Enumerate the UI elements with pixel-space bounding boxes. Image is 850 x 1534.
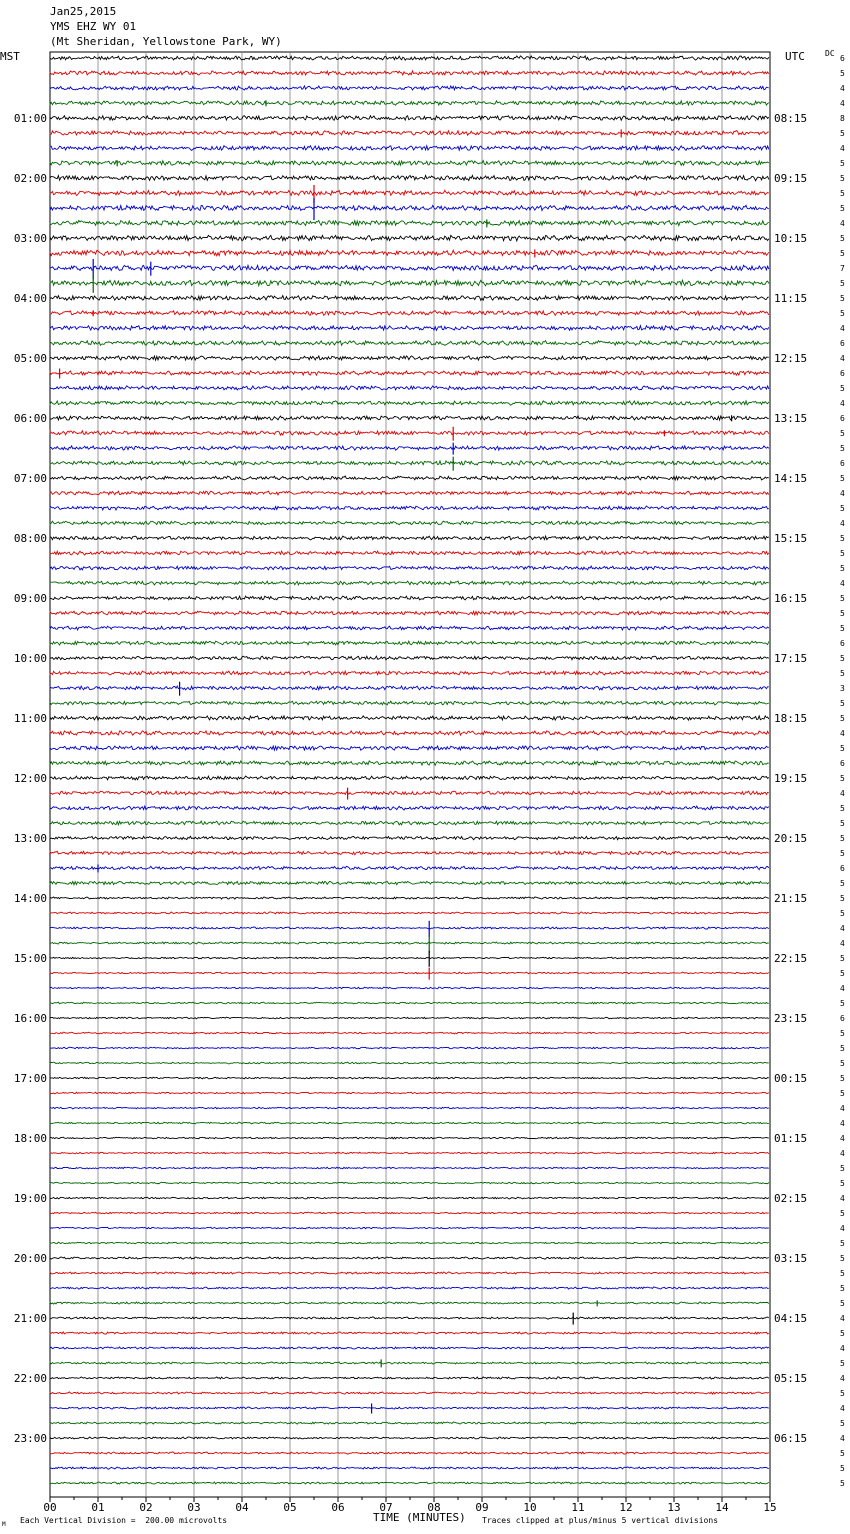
right-hour-label: 01:15	[774, 1132, 808, 1145]
trace-line	[50, 1422, 769, 1424]
dc-offset-value: 5	[840, 954, 845, 963]
dc-offset-value: 8	[840, 114, 845, 123]
dc-offset-value: 5	[840, 1209, 845, 1218]
trace-line	[50, 1137, 769, 1139]
dc-offset-value: 5	[840, 189, 845, 198]
trace-line	[50, 866, 769, 870]
dc-offset-value: 6	[840, 864, 845, 873]
left-hour-label: 22:00	[13, 1372, 47, 1385]
trace-line	[50, 401, 769, 405]
dc-offset-value: 5	[840, 834, 845, 843]
right-hour-label: 23:15	[774, 1012, 808, 1025]
trace-line	[50, 987, 769, 989]
left-hour-label: 12:00	[13, 772, 47, 785]
trace-line	[50, 1002, 769, 1004]
trace-line	[50, 927, 769, 929]
dc-offset-value: 5	[840, 159, 845, 168]
trace-line	[50, 836, 769, 840]
dc-offset-value: 6	[840, 414, 845, 423]
dc-offset-value: 5	[840, 309, 845, 318]
trace-line	[50, 205, 769, 210]
dc-offset-value: 5	[840, 69, 845, 78]
dc-offset-value: 5	[840, 429, 845, 438]
dc-label: DC	[825, 49, 835, 58]
left-hour-label: 05:00	[13, 352, 47, 365]
dc-offset-value: 4	[840, 789, 845, 798]
dc-offset-value: 4	[840, 489, 845, 498]
x-tick-label: 02	[139, 1501, 153, 1514]
trace-line	[50, 671, 769, 675]
dc-offset-value: 4	[840, 924, 845, 933]
dc-offset-value: 5	[840, 1299, 845, 1308]
dc-offset-value: 5	[840, 594, 845, 603]
trace-line	[50, 356, 769, 360]
dc-offset-value: 5	[840, 669, 845, 678]
dc-offset-value: 5	[840, 1254, 845, 1263]
trace-line	[50, 1032, 769, 1034]
dc-offset-value: 5	[840, 1059, 845, 1068]
trace-line	[50, 371, 769, 375]
trace-line	[50, 912, 769, 914]
trace-line	[50, 190, 769, 195]
x-tick-label: 05	[283, 1501, 297, 1514]
trace-line	[50, 1212, 769, 1214]
dc-offset-value: 5	[840, 1284, 845, 1293]
dc-offset-value: 5	[840, 549, 845, 558]
right-hour-label: 09:15	[774, 172, 808, 185]
x-tick-label: 08	[427, 1501, 441, 1514]
dc-offset-value: 4	[840, 1374, 845, 1383]
dc-offset-value: 5	[840, 1329, 845, 1338]
dc-offset-value: 5	[840, 129, 845, 138]
trace-line	[50, 851, 769, 854]
dc-offset-value: 5	[840, 1419, 845, 1428]
trace-line	[50, 1197, 769, 1199]
trace-line	[50, 686, 769, 690]
x-tick-label: 12	[619, 1501, 633, 1514]
trace-line	[50, 71, 769, 75]
left-hour-label: 21:00	[13, 1312, 47, 1325]
left-hour-label: 19:00	[13, 1192, 47, 1205]
dc-offset-value: 5	[840, 504, 845, 513]
dc-offset-value: 5	[840, 384, 845, 393]
trace-line	[50, 897, 769, 899]
dc-offset-value: 7	[840, 264, 845, 273]
dc-offset-value: 5	[840, 1029, 845, 1038]
dc-offset-value: 5	[840, 474, 845, 483]
trace-line	[50, 461, 769, 465]
dc-offset-value: 6	[840, 369, 845, 378]
dc-offset-value: 5	[840, 999, 845, 1008]
right-timezone-label: UTC	[785, 50, 805, 63]
dc-offset-value: 4	[840, 729, 845, 738]
chart-date: Jan25,2015	[50, 5, 117, 18]
scale-note: Each Vertical Division = 200.00 microvolts	[20, 1516, 228, 1525]
x-tick-label: 06	[331, 1501, 345, 1514]
dc-offset-value: 5	[840, 1389, 845, 1398]
x-tick-label: 09	[475, 1501, 489, 1514]
dc-offset-value: 4	[840, 354, 845, 363]
trace-line	[50, 1302, 769, 1304]
dc-offset-value: 5	[840, 624, 845, 633]
dc-offset-value: 5	[840, 249, 845, 258]
trace-line	[50, 656, 769, 660]
dc-offset-value: 4	[840, 324, 845, 333]
trace-line	[50, 611, 769, 615]
dc-offset-value: 5	[840, 969, 845, 978]
right-hour-label: 00:15	[774, 1072, 808, 1085]
trace-line	[50, 146, 769, 151]
trace-line	[50, 280, 769, 286]
left-hour-label: 06:00	[13, 412, 47, 425]
trace-line	[50, 341, 769, 346]
trace-line	[50, 716, 769, 720]
right-hour-label: 03:15	[774, 1252, 808, 1265]
trace-line	[50, 731, 769, 735]
dc-offset-value: 4	[840, 1194, 845, 1203]
trace-line	[50, 806, 769, 810]
trace-line	[50, 1482, 769, 1484]
left-hour-label: 02:00	[13, 172, 47, 185]
right-hour-label: 15:15	[774, 532, 808, 545]
trace-line	[50, 221, 769, 226]
dc-offset-value: 5	[840, 909, 845, 918]
right-hour-label: 20:15	[774, 832, 808, 845]
trace-line	[50, 506, 769, 510]
trace-line	[50, 296, 769, 301]
right-hour-label: 02:15	[774, 1192, 808, 1205]
dc-offset-value: 6	[840, 639, 845, 648]
trace-line	[50, 476, 769, 480]
dc-offset-value: 5	[840, 1359, 845, 1368]
dc-offset-value: 5	[840, 774, 845, 783]
trace-line	[50, 972, 769, 974]
x-tick-label: 13	[667, 1501, 681, 1514]
dc-offset-value: 5	[840, 204, 845, 213]
trace-line	[50, 776, 769, 780]
trace-line	[50, 1167, 769, 1169]
left-hour-label: 16:00	[13, 1012, 47, 1025]
dc-offset-value: 5	[840, 1464, 845, 1473]
x-tick-label: 01	[91, 1501, 105, 1514]
trace-line	[50, 161, 769, 166]
trace-line	[50, 1242, 769, 1244]
right-hour-label: 11:15	[774, 292, 808, 305]
dc-offset-value: 5	[840, 174, 845, 183]
trace-line	[50, 791, 769, 795]
trace-line	[50, 56, 769, 60]
left-hour-label: 08:00	[13, 532, 47, 545]
trace-line	[50, 116, 769, 121]
dc-offset-value: 5	[840, 1179, 845, 1188]
dc-offset-value: 5	[840, 1449, 845, 1458]
trace-line	[50, 821, 769, 825]
right-hour-label: 05:15	[774, 1372, 808, 1385]
left-hour-label: 23:00	[13, 1432, 47, 1445]
station-location: (Mt Sheridan, Yellowstone Park, WY)	[50, 35, 282, 48]
clip-note: Traces clipped at plus/minus 5 vertical divisions	[482, 1516, 719, 1525]
right-hour-label: 13:15	[774, 412, 808, 425]
dc-offset-value: 4	[840, 99, 845, 108]
left-hour-label: 11:00	[13, 712, 47, 725]
trace-line	[50, 131, 769, 136]
left-hour-label: 18:00	[13, 1132, 47, 1145]
trace-line	[50, 1332, 769, 1334]
station-id: YMS EHZ WY 01	[50, 20, 137, 33]
trace-line	[50, 626, 769, 630]
trace-line	[50, 1227, 769, 1229]
trace-line	[50, 957, 769, 959]
trace-line	[50, 701, 769, 705]
left-hour-label: 10:00	[13, 652, 47, 665]
trace-line	[50, 1362, 769, 1364]
trace-line	[50, 1317, 769, 1319]
right-hour-label: 10:15	[774, 232, 808, 245]
dc-offset-value: 4	[840, 144, 845, 153]
trace-line	[50, 566, 769, 570]
trace-line	[50, 1452, 769, 1454]
trace-line	[50, 596, 769, 600]
left-timezone-label: MST	[0, 50, 20, 63]
dc-offset-value: 6	[840, 1014, 845, 1023]
dc-offset-value: 5	[840, 444, 845, 453]
right-hour-label: 16:15	[774, 592, 808, 605]
trace-line	[50, 1272, 769, 1274]
left-hour-label: 15:00	[13, 952, 47, 965]
dc-offset-value: 4	[840, 1314, 845, 1323]
dc-offset-value: 5	[840, 1044, 845, 1053]
x-tick-label: 00	[43, 1501, 57, 1514]
trace-line	[50, 1017, 769, 1019]
x-tick-label: 04	[235, 1501, 249, 1514]
dc-offset-value: 5	[840, 294, 845, 303]
right-hour-label: 22:15	[774, 952, 808, 965]
left-hour-label: 01:00	[13, 112, 47, 125]
trace-line	[50, 1077, 769, 1079]
dc-offset-value: 6	[840, 759, 845, 768]
right-hour-label: 08:15	[774, 112, 808, 125]
trace-line	[50, 176, 769, 181]
dc-offset-value: 5	[840, 714, 845, 723]
dc-offset-value: 4	[840, 399, 845, 408]
dc-offset-value: 5	[840, 1479, 845, 1488]
right-hour-label: 21:15	[774, 892, 808, 905]
trace-line	[50, 1392, 769, 1394]
dc-offset-value: 4	[840, 1104, 845, 1113]
trace-line	[50, 521, 769, 525]
right-hour-label: 06:15	[774, 1432, 808, 1445]
left-hour-label: 03:00	[13, 232, 47, 245]
right-hour-label: 17:15	[774, 652, 808, 665]
dc-offset-value: 5	[840, 564, 845, 573]
right-hour-label: 12:15	[774, 352, 808, 365]
trace-line	[50, 1257, 769, 1259]
left-hour-label: 13:00	[13, 832, 47, 845]
trace-line	[50, 1047, 769, 1049]
dc-offset-value: 4	[840, 1224, 845, 1233]
trace-line	[50, 1437, 769, 1439]
trace-line	[50, 86, 769, 90]
left-hour-label: 09:00	[13, 592, 47, 605]
trace-line	[50, 250, 769, 256]
trace-line	[50, 1377, 769, 1379]
trace-line	[50, 641, 769, 645]
dc-offset-value: 4	[840, 1119, 845, 1128]
trace-line	[50, 235, 769, 241]
dc-offset-value: 5	[840, 279, 845, 288]
trace-line	[50, 1182, 769, 1184]
dc-offset-value: 4	[840, 984, 845, 993]
dc-offset-value: 6	[840, 459, 845, 468]
right-hour-label: 14:15	[774, 472, 808, 485]
dc-offset-value: 6	[840, 54, 845, 63]
dc-offset-value: 5	[840, 654, 845, 663]
right-hour-label: 18:15	[774, 712, 808, 725]
left-hour-label: 04:00	[13, 292, 47, 305]
trace-line	[50, 1062, 769, 1064]
x-tick-label: 07	[379, 1501, 393, 1514]
trace-line	[50, 311, 769, 316]
x-tick-label: 10	[523, 1501, 537, 1514]
x-tick-label: 15	[763, 1501, 777, 1514]
x-tick-label: 03	[187, 1501, 201, 1514]
dc-offset-value: 5	[840, 234, 845, 243]
dc-offset-value: 4	[840, 939, 845, 948]
dc-offset-value: 5	[840, 609, 845, 618]
trace-line	[50, 551, 769, 555]
dc-offset-value: 4	[840, 1344, 845, 1353]
trace-line	[50, 1152, 769, 1154]
dc-offset-value: 5	[840, 744, 845, 753]
x-tick-label: 14	[715, 1501, 729, 1514]
trace-line	[50, 881, 769, 884]
trace-line	[50, 1122, 769, 1124]
dc-offset-value: 4	[840, 1434, 845, 1443]
dc-offset-value: 5	[840, 894, 845, 903]
dc-offset-value: 5	[840, 1164, 845, 1173]
dc-offset-value: 5	[840, 1074, 845, 1083]
dc-offset-value: 5	[840, 804, 845, 813]
dc-offset-value: 5	[840, 849, 845, 858]
dc-offset-value: 4	[840, 84, 845, 93]
dc-offset-value: 4	[840, 579, 845, 588]
left-hour-label: 17:00	[13, 1072, 47, 1085]
dc-offset-value: 4	[840, 1134, 845, 1143]
trace-line	[50, 1107, 769, 1109]
trace-line	[50, 761, 769, 765]
trace-line	[50, 1287, 769, 1289]
corner-mark: M	[2, 1521, 6, 1528]
trace-line	[50, 581, 769, 585]
trace-line	[50, 746, 769, 750]
dc-offset-value: 6	[840, 339, 845, 348]
dc-offset-value: 5	[840, 1239, 845, 1248]
dc-offset-value: 4	[840, 1149, 845, 1158]
trace-line	[50, 431, 769, 435]
trace-line	[50, 1407, 769, 1409]
dc-offset-value: 4	[840, 1404, 845, 1413]
dc-offset-value: 4	[840, 219, 845, 228]
x-tick-label: 11	[571, 1501, 585, 1514]
trace-line	[50, 536, 769, 540]
trace-line	[50, 491, 769, 495]
trace-line	[50, 1467, 769, 1469]
x-axis-title: TIME (MINUTES)	[373, 1511, 466, 1524]
dc-offset-value: 5	[840, 534, 845, 543]
dc-offset-value: 5	[840, 819, 845, 828]
dc-offset-value: 5	[840, 1089, 845, 1098]
left-hour-label: 07:00	[13, 472, 47, 485]
dc-offset-value: 5	[840, 699, 845, 708]
dc-offset-value: 4	[840, 519, 845, 528]
trace-line	[50, 1092, 769, 1094]
right-hour-label: 04:15	[774, 1312, 808, 1325]
trace-line	[50, 446, 769, 450]
trace-line	[50, 386, 769, 390]
dc-offset-value: 5	[840, 1269, 845, 1278]
right-hour-label: 19:15	[774, 772, 808, 785]
dc-offset-value: 5	[840, 879, 845, 888]
trace-line	[50, 942, 769, 944]
left-hour-label: 14:00	[13, 892, 47, 905]
left-hour-label: 20:00	[13, 1252, 47, 1265]
trace-line	[50, 416, 769, 420]
trace-line	[50, 101, 769, 105]
trace-line	[50, 1347, 769, 1349]
dc-offset-value: 3	[840, 684, 845, 693]
trace-line	[50, 265, 769, 271]
trace-line	[50, 326, 769, 331]
